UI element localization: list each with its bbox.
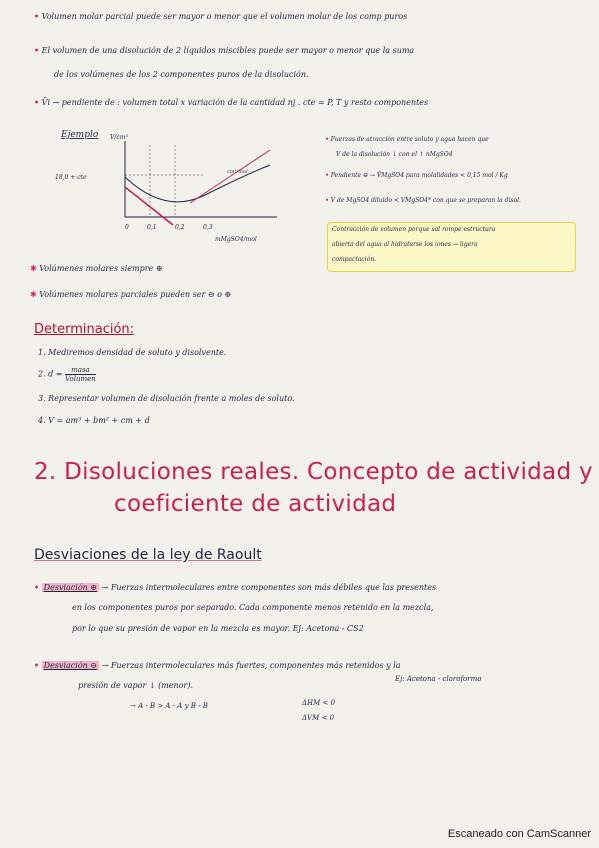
side-note-1b: V de la disolución ↓ con el ↑ nMgSO4 xyxy=(336,151,453,158)
det-step-4: 4. V = am³ + bm² + cm + d xyxy=(38,416,150,425)
bullet-icon: • xyxy=(325,197,329,204)
deviation-positive-line-1 xyxy=(34,582,436,592)
side-note-1a xyxy=(325,136,489,143)
volume-graph xyxy=(55,125,325,250)
raoult-section-title: Desviaciones de la ley de Raoult xyxy=(34,547,262,563)
side-note-2 xyxy=(325,172,508,179)
note-line-2a xyxy=(34,45,414,55)
deviation-negative-line-2: presión de vapor ↓ (menor). xyxy=(78,681,193,690)
deviation-positive-line-3: por lo que su presión de vapor en la mezcla es mayor. Ej: Acetona - CS2 xyxy=(72,624,364,633)
side-note-text: Pendiente ⊖ → V̄MgSO4 para molalidades < 0,15 mol / Kg xyxy=(330,172,508,179)
bullet-icon: • xyxy=(34,582,40,592)
note-line-3 xyxy=(34,97,428,107)
box-line-b: abierta del agua al hidratarse los iones → ligera xyxy=(332,241,478,248)
note-text: El volumen de una disolución de 2 líquidos miscibles puede ser mayor o menor que la suma xyxy=(41,46,415,55)
molar-volume-line-1 xyxy=(30,264,163,273)
side-note-text: V de MgSO4 diluido < VMgSO4* con que se preparan la disol. xyxy=(330,197,521,204)
graph-y-tick: 18,0 + cte xyxy=(55,174,87,181)
graph-y-label: V/cm³ xyxy=(110,134,128,141)
bullet-icon: • xyxy=(325,136,329,143)
bullet-icon: • xyxy=(34,11,40,21)
volume-curve xyxy=(125,165,270,202)
molar-volume-line-2 xyxy=(30,290,231,299)
fraction-numerator: masa xyxy=(65,366,96,375)
note-line-2b: de los volúmenes de los 2 componentes puros de la disolución. xyxy=(54,70,309,79)
note-text: → Fuerzas intermoleculares entre componentes son más débiles que las presentes xyxy=(101,583,437,592)
deviation-negative-line-3: → A - B > A - A y B - B xyxy=(130,702,208,710)
det-step-3: 3. Representar volumen de disolución frente a moles de soluto. xyxy=(38,394,295,403)
graph-x-label: mMgSO4/mol xyxy=(215,236,257,243)
x-tick-2: 0,2 xyxy=(175,224,185,231)
box-line-a: Contracción de volumen porque sal rompe estructura xyxy=(332,226,496,233)
deviation-negative-label: Desviación ⊖ xyxy=(43,661,98,670)
tangent-line-rising xyxy=(190,150,270,203)
delta-h-mix: ΔHM < 0 xyxy=(302,699,336,707)
graph-title: Ejemplo xyxy=(61,130,99,140)
bullet-icon: • xyxy=(34,45,40,55)
tangent-line-red xyxy=(125,187,173,225)
bullet-icon: • xyxy=(34,660,40,670)
determination-title-text: Determinación: xyxy=(34,322,135,337)
note-text: → Fuerzas intermoleculares más fuertes, componentes más retenidos y la xyxy=(101,661,401,670)
deviation-positive-label: Desviación ⊕ xyxy=(43,583,98,592)
deviation-negative-line-1 xyxy=(34,660,401,670)
note-text: Volúmenes molares parciales pueden ser ⊖ o ⊕ xyxy=(39,290,232,299)
note-text: V̄i → pendiente de : volumen total x variación de la cantidad nj . cte = P, T y resto componentes xyxy=(41,98,429,107)
x-tick-1: 0,1 xyxy=(147,224,157,231)
note-text: Volúmenes molares siempre ⊕ xyxy=(39,264,163,273)
side-note-text: Fuerzas de atracción entre soluto y agua hacen que xyxy=(330,136,489,143)
bullet-icon: • xyxy=(34,97,40,107)
star-icon: ✱ xyxy=(30,290,37,299)
scanner-watermark: Escaneado con CamScanner xyxy=(447,828,591,840)
bullet-icon: • xyxy=(325,172,329,179)
section-2-title-line-1: 2. Disoluciones reales. Concepto de actividad y xyxy=(34,459,593,485)
x-tick-0: 0 xyxy=(125,224,129,231)
delta-v-mix: ΔVM < 0 xyxy=(302,714,335,722)
box-line-c: compactación. xyxy=(332,256,377,263)
deviation-positive-line-2: en los componentes puros por separado. Cada componente menos retenido en la mezcla, xyxy=(72,603,434,612)
note-line-1 xyxy=(34,11,407,21)
section-2-title-line-2: coeficiente de actividad xyxy=(114,491,397,517)
x-tick-3: 0,3 xyxy=(203,224,213,231)
fraction-denominator: Volumen xyxy=(65,375,96,383)
det-step-2 xyxy=(38,366,96,383)
star-icon: ✱ xyxy=(30,264,37,273)
det-step-2-prefix: 2. d = xyxy=(38,369,63,379)
curve-label: cm³/mol xyxy=(227,169,248,175)
note-text: Volumen molar parcial puede ser mayor o menor que el volumen molar de los comp puros xyxy=(41,12,408,21)
deviation-negative-example: Ej: Acetona - cloroformo xyxy=(395,675,482,683)
fraction xyxy=(65,366,96,383)
det-step-1: 1. Mediremos densidad de soluto y disolvente. xyxy=(38,348,227,357)
side-note-3 xyxy=(325,197,521,204)
determination-title xyxy=(34,322,134,337)
